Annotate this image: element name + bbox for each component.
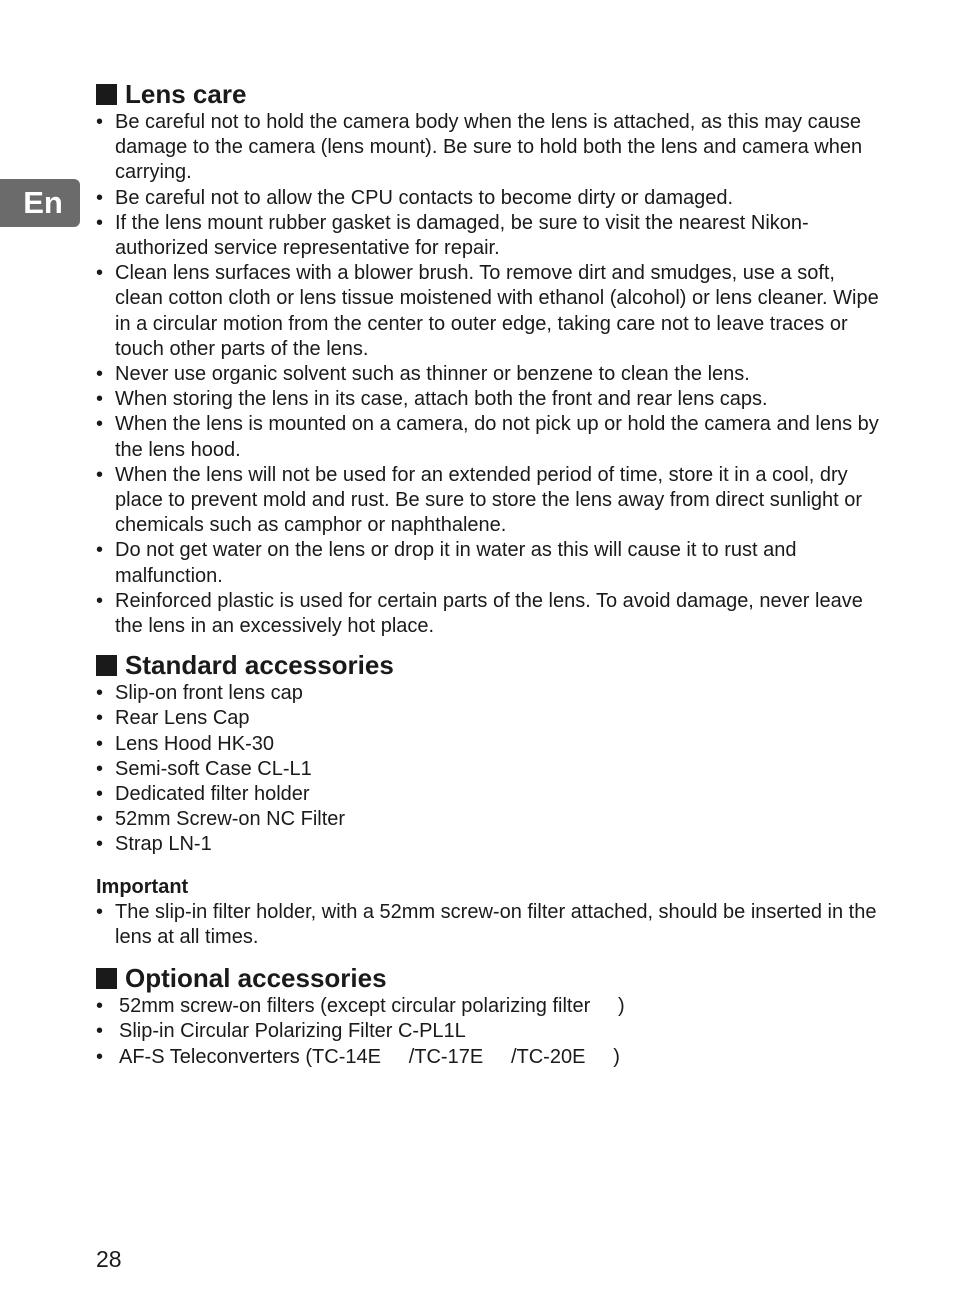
optional-accessories-heading [96, 962, 886, 994]
list-item: • When storing the lens in its case, attach both the front and rear lens caps. [96, 387, 886, 412]
page-content [96, 78, 886, 1070]
list-item: • Dedicated filter holder [96, 782, 886, 807]
page-number: 28 [96, 1246, 122, 1272]
standard-accessories-list [96, 681, 886, 857]
lens-care-section [96, 78, 886, 639]
square-bullet-icon [96, 655, 117, 676]
standard-accessories-heading [96, 649, 886, 681]
list-item: • The slip-in filter holder, with a 52mm screw-on filter attached, should be inserted in the lens at all times. [96, 900, 886, 950]
optional-accessories-title: Optional accessories [125, 963, 387, 994]
standard-accessories-title: Standard accessories [125, 650, 394, 681]
list-item: • Lens Hood HK-30 [96, 732, 886, 757]
lens-care-list [96, 110, 886, 639]
square-bullet-icon [96, 968, 117, 989]
list-item: • AF-S Teleconverters (TC-14E /TC-17E /TC-20E ) [96, 1045, 886, 1070]
language-tab: En [0, 179, 80, 227]
square-bullet-icon [96, 84, 117, 105]
list-item: • If the lens mount rubber gasket is damaged, be sure to visit the nearest Nikon-authorized service representative for repair. [96, 211, 886, 261]
lens-care-heading [96, 78, 886, 110]
list-item: • When the lens will not be used for an extended period of time, store it in a cool, dry place to prevent mold and rust. Be sure to store the lens away from direct sunlight or chemicals such as camphor or naphthalene. [96, 463, 886, 539]
list-item: • 52mm Screw-on NC Filter [96, 807, 886, 832]
list-item: • Never use organic solvent such as thinner or benzene to clean the lens. [96, 362, 886, 387]
important-title: Important [96, 875, 189, 898]
standard-accessories-section [96, 649, 886, 950]
optional-accessories-list [96, 994, 886, 1070]
list-item: • Be careful not to allow the CPU contacts to become dirty or damaged. [96, 186, 886, 211]
list-item: • Be careful not to hold the camera body when the lens is attached, as this may cause damage to the camera (lens mount). Be sure to hold both the lens and camera when carrying. [96, 110, 886, 186]
optional-accessories-section [96, 962, 886, 1070]
lens-care-title: Lens care [125, 79, 247, 109]
list-item: • Do not get water on the lens or drop it in water as this will cause it to rust and malfunction. [96, 538, 886, 588]
list-item: • Reinforced plastic is used for certain parts of the lens. To avoid damage, never leave the lens in an excessively hot place. [96, 589, 886, 639]
important-list [96, 900, 886, 950]
list-item: • 52mm screw-on filters (except circular polarizing filter ) [96, 994, 886, 1019]
list-item: • When the lens is mounted on a camera, do not pick up or hold the camera and lens by the lens hood. [96, 412, 886, 462]
list-item: • Semi-soft Case CL-L1 [96, 757, 886, 782]
list-item: • Clean lens surfaces with a blower brush. To remove dirt and smudges, use a soft, clean cotton cloth or lens tissue moistened with ethanol (alcohol) or lens cleaner. Wipe in a circular motion from the center to outer edge, taking care not to leave traces or touch other parts of the lens. [96, 261, 886, 362]
list-item: • Rear Lens Cap [96, 706, 886, 731]
list-item: • Strap LN-1 [96, 832, 886, 857]
list-item: • Slip-on front lens cap [96, 681, 886, 706]
list-item: • Slip-in Circular Polarizing Filter C-PL1L [96, 1019, 886, 1044]
